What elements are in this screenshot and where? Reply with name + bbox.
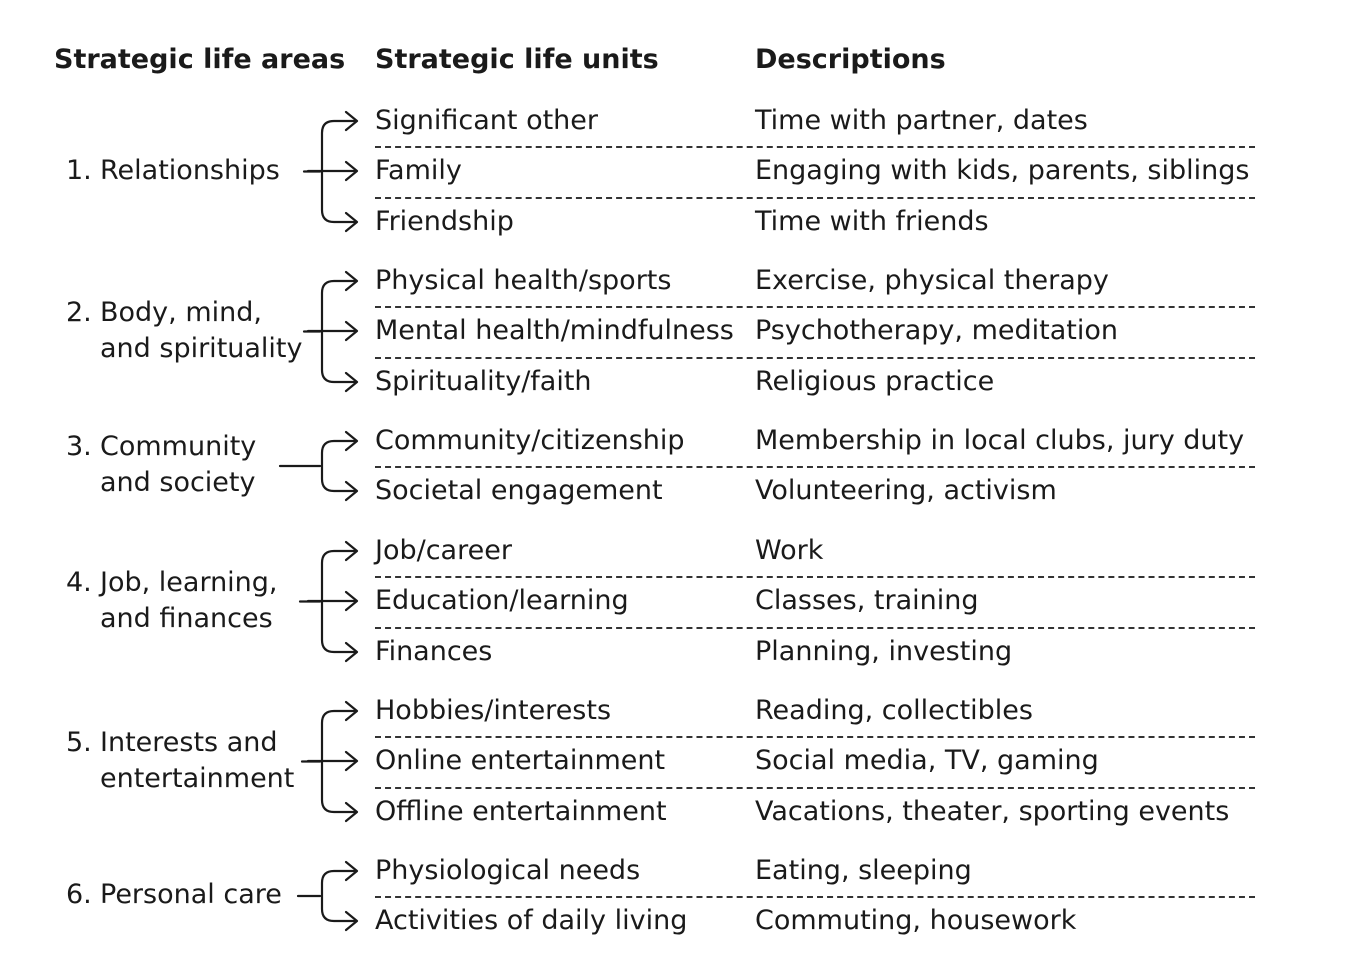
description-label: Engaging with kids, parents, siblings	[755, 155, 1250, 186]
bracket	[280, 441, 356, 491]
area-label	[66, 725, 294, 797]
arrowhead-icon	[346, 432, 357, 450]
area-label	[66, 295, 303, 367]
unit-label: Family	[375, 155, 462, 186]
bracket	[300, 551, 356, 652]
row-divider	[375, 197, 1255, 199]
unit-label: Education/learning	[375, 585, 629, 616]
unit-label: Community/citizenship	[375, 425, 685, 456]
bracket	[304, 281, 356, 382]
area-name-line: and finances	[100, 602, 273, 634]
unit-label: Mental health/mindfulness	[375, 315, 734, 346]
row-divider	[375, 306, 1255, 308]
description-label: Exercise, physical therapy	[755, 265, 1109, 296]
arrowhead-icon	[346, 803, 357, 821]
unit-label: Job/career	[375, 535, 512, 566]
arrowhead-icon	[346, 912, 357, 930]
unit-label: Offline entertainment	[375, 796, 667, 827]
bracket	[298, 871, 356, 921]
description-label: Classes, training	[755, 585, 979, 616]
row-divider	[375, 576, 1255, 578]
area-number: 3.	[66, 431, 92, 462]
arrowhead-icon	[346, 862, 357, 880]
description-label: Planning, investing	[755, 636, 1013, 667]
arrowhead-icon	[346, 162, 357, 180]
area-name-line: entertainment	[100, 762, 295, 794]
row-divider	[375, 357, 1255, 359]
description-label: Vacations, theater, sporting events	[755, 796, 1230, 827]
area-label	[66, 153, 280, 189]
arrowhead-icon	[346, 643, 357, 661]
arrowhead-icon	[346, 592, 357, 610]
area-name-line: Job, learning,	[100, 566, 278, 598]
area-name-line: Community	[100, 431, 257, 462]
header-strategic-life-areas: Strategic life areas	[54, 44, 346, 75]
description-label: Volunteering, activism	[755, 475, 1057, 506]
area-label	[66, 429, 256, 501]
unit-label: Societal engagement	[375, 475, 663, 506]
arrowhead-icon	[346, 272, 357, 290]
unit-label: Spirituality/faith	[375, 366, 592, 397]
row-divider	[375, 146, 1255, 148]
unit-label: Finances	[375, 636, 493, 667]
row-divider	[375, 896, 1255, 898]
area-label	[66, 565, 278, 637]
description-label: Time with friends	[755, 206, 989, 237]
arrowhead-icon	[346, 322, 357, 340]
arrowhead-icon	[346, 213, 357, 231]
bracket	[302, 711, 356, 812]
area-number: 1.	[66, 154, 92, 186]
area-name-line: Body, mind,	[100, 296, 262, 328]
row-divider	[375, 736, 1255, 738]
area-name-line: Personal care	[100, 879, 282, 910]
unit-label: Hobbies/interests	[375, 695, 612, 726]
description-label: Psychotherapy, meditation	[755, 315, 1118, 346]
area-name-line: and society	[100, 467, 256, 498]
description-label: Time with partner, dates	[755, 105, 1088, 136]
description-label: Membership in local clubs, jury duty	[755, 425, 1245, 456]
row-divider	[375, 627, 1255, 629]
unit-label: Physical health/sports	[375, 265, 672, 296]
area-name-line: Relationships	[100, 154, 280, 186]
header-strategic-life-units: Strategic life units	[375, 44, 659, 75]
area-label	[66, 877, 282, 913]
arrowhead-icon	[346, 373, 357, 391]
unit-label: Activities of daily living	[375, 905, 688, 936]
bracket	[304, 121, 356, 222]
area-number: 5.	[66, 726, 92, 758]
description-label: Religious practice	[755, 366, 995, 397]
arrowhead-icon	[346, 702, 357, 720]
arrowhead-icon	[346, 112, 357, 130]
area-number: 4.	[66, 566, 92, 598]
description-label: Commuting, housework	[755, 905, 1077, 936]
arrowhead-icon	[346, 752, 357, 770]
description-label: Eating, sleeping	[755, 855, 972, 886]
unit-label: Significant other	[375, 105, 599, 136]
unit-label: Online entertainment	[375, 745, 666, 776]
unit-label: Physiological needs	[375, 855, 641, 886]
area-name-line: and spirituality	[100, 332, 303, 364]
arrowhead-icon	[346, 482, 357, 500]
description-label: Work	[755, 535, 824, 566]
description-label: Reading, collectibles	[755, 695, 1033, 726]
row-divider	[375, 787, 1255, 789]
description-label: Social media, TV, gaming	[755, 745, 1099, 776]
unit-label: Friendship	[375, 206, 514, 237]
area-number: 6.	[66, 879, 92, 910]
area-number: 2.	[66, 296, 92, 328]
area-name-line: Interests and	[100, 726, 278, 758]
row-divider	[375, 466, 1255, 468]
arrowhead-icon	[346, 542, 357, 560]
header-descriptions: Descriptions	[755, 44, 946, 75]
